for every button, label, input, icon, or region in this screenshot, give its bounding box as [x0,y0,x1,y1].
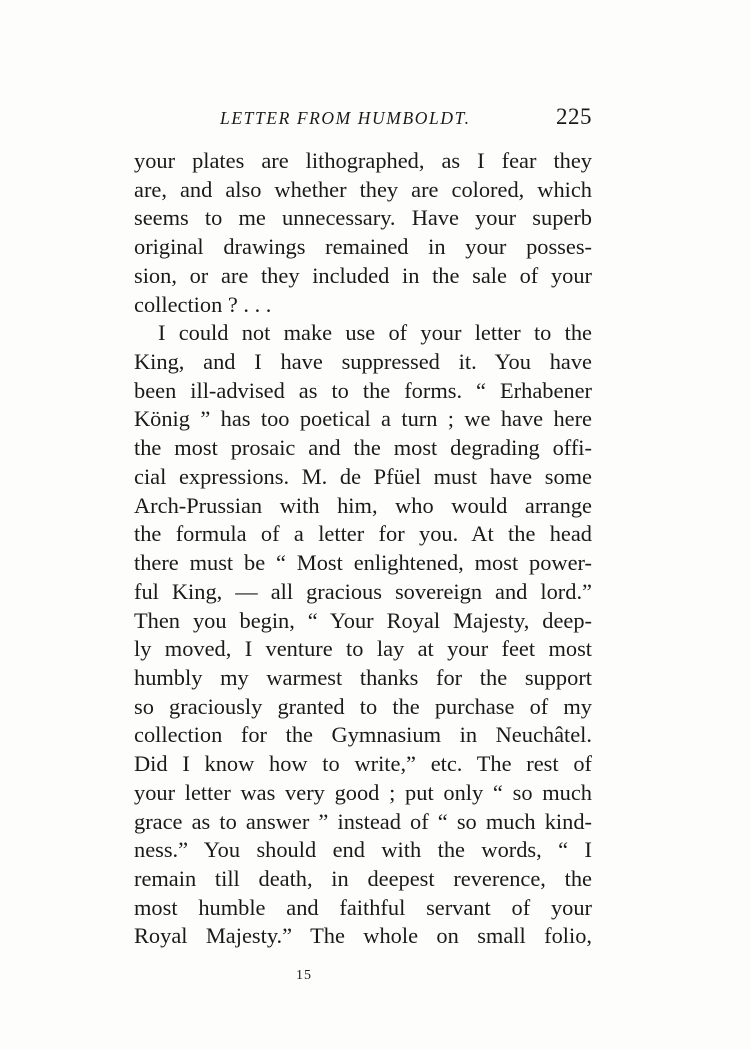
text-line: collection for the Gymnasium in Neuchâtel. [134,722,592,748]
text-line: ful King, — all gracious sovereign and lord.” [134,578,592,604]
text-line: your letter was very good ; put only “ so much [134,779,592,805]
text-line: been ill-advised as to the forms. “ Erhabener [134,377,592,403]
body-text [134,147,592,951]
text-line: so graciously granted to the purchase of my [134,693,592,719]
running-head [134,104,592,138]
text-line: original drawings remained in your posses- [134,234,592,260]
text-line: Arch-Prussian with him, who would arrange [134,492,592,518]
text-line: I could not make use of your letter to the [158,320,592,346]
text-line: remain till death, in deepest reverence, the [134,865,592,891]
text-line: there must be “ Most enlightened, most power- [134,550,592,576]
text-line: Then you begin, “ Your Royal Majesty, deep- [134,607,592,633]
text-line: the most prosaic and the most degrading offi- [134,435,592,461]
text-line: are, and also whether they are colored, which [134,176,592,202]
signature-mark: 15 [296,968,312,983]
text-line: your plates are lithographed, as I fear they [134,148,592,173]
text-line: ness.” You should end with the words, “ I [134,837,592,863]
text-line: the formula of a letter for you. At the head [134,521,592,547]
text-line: cial expressions. M. de Pfüel must have some [134,463,592,489]
text-line: sion, or are they included in the sale of your [134,262,592,288]
text-line: most humble and faithful servant of your [134,894,592,920]
text-line: humbly my warmest thanks for the support [134,664,592,690]
running-title: LETTER FROM HUMBOLDT. [220,108,471,128]
text-line: seems to me unnecessary. Have your superb [134,205,592,231]
page-number: 225 [556,104,592,129]
text-line: King, and I have suppressed it. You have [134,349,592,375]
text-line: ly moved, I venture to lay at your feet most [134,636,592,662]
text-line: König ” has too poetical a turn ; we have here [134,406,592,432]
text-line: Did I know how to write,” etc. The rest of [134,751,592,777]
text-line: grace as to answer ” instead of “ so much kind- [134,808,592,834]
text-line: Royal Majesty.” The whole on small folio, [134,923,592,949]
text-line: collection ? . . . [134,291,272,317]
